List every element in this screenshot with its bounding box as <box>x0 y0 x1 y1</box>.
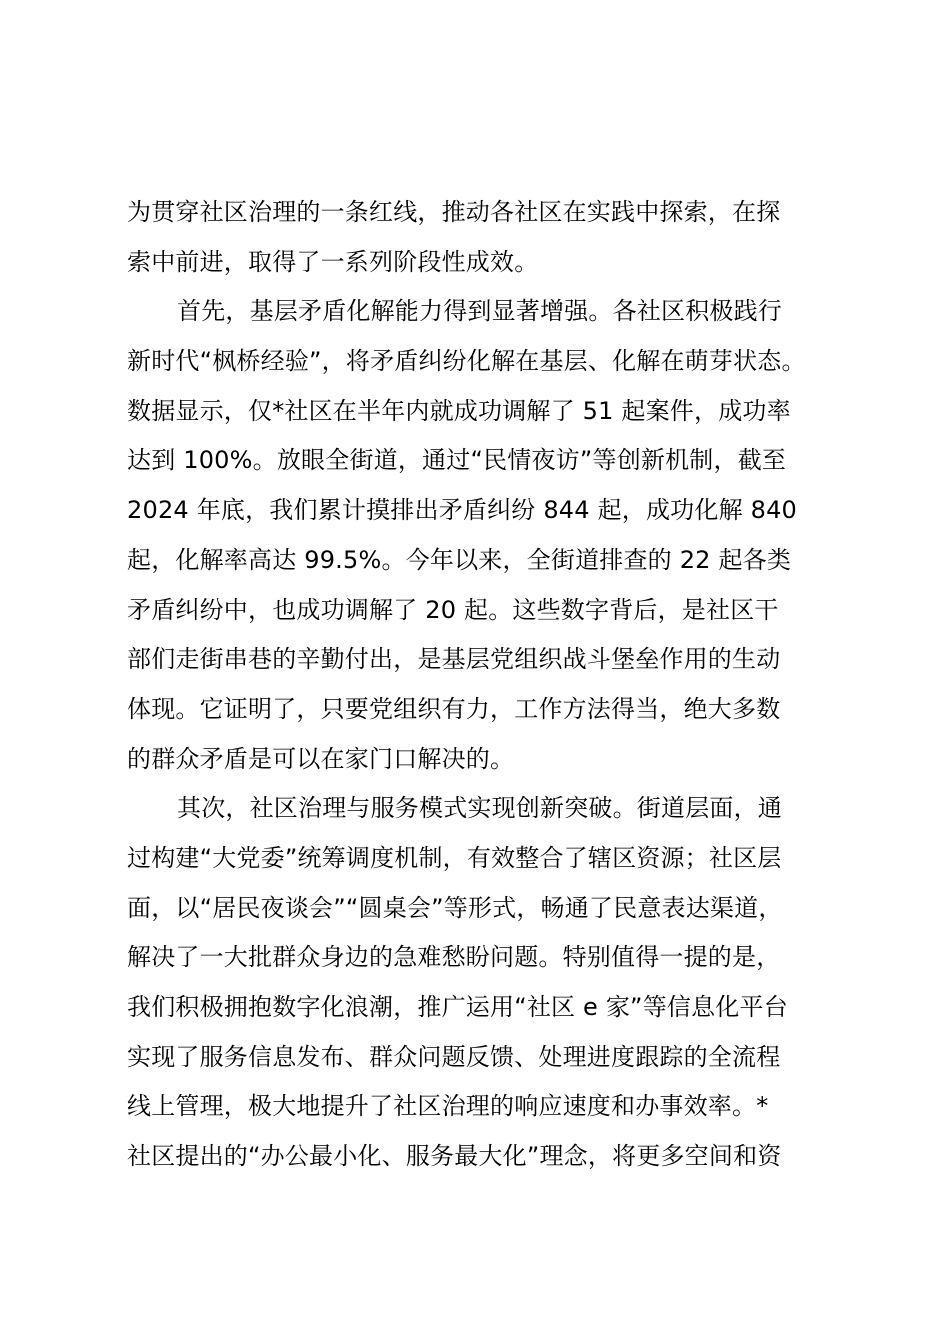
text-line: 2024 年底，我们累计摸排出矛盾纠纷 844 起，成功化解 840 <box>127 496 798 525</box>
text-line: 起，化解率高达 99.5%。今年以来，全街道排查的 22 起各类 <box>127 545 792 574</box>
text-line: 社区提出的“办公最小化、服务最大化”理念，将更多空间和资 <box>127 1142 782 1171</box>
text-line: 实现了服务信息发布、群众问题反馈、处理进度跟踪的全流程 <box>127 1042 781 1071</box>
document-body <box>127 188 827 1182</box>
text-line: 的群众矛盾是可以在家门口解决的。 <box>127 744 515 773</box>
paragraph-first-line: 其次，社区治理与服务模式实现创新突破。街道层面，通 <box>177 794 782 823</box>
text-line: 索中前进，取得了一系列阶段性成效。 <box>127 247 539 276</box>
text-line: 面，以“居民夜谈会”“圆桌会”等形式，畅通了民意表达渠道， <box>127 893 783 922</box>
text-line: 解决了一大批群众身边的急难愁盼问题。特别值得一提的是， <box>127 943 781 972</box>
text-line: 过构建“大党委”统筹调度机制，有效整合了辖区资源；社区层 <box>127 843 782 872</box>
paragraph-first-line: 首先，基层矛盾化解能力得到显著增强。各社区积极践行 <box>177 297 782 326</box>
text-line: 部们走街串巷的辛勤付出，是基层党组织战斗堡垒作用的生动 <box>127 645 781 674</box>
text-line: 数据显示，仅*社区在半年内就成功调解了 51 起案件，成功率 <box>127 396 791 425</box>
text-line: 达到 100%。放眼全街道，通过“民情夜访”等创新机制，截至 <box>127 446 787 475</box>
text-line: 体现。它证明了，只要党组织有力，工作方法得当，绝大多数 <box>127 694 781 723</box>
text-line: 矛盾纠纷中，也成功调解了 20 起。这些数字背后，是社区干 <box>127 595 779 624</box>
text-line: 线上管理，极大地提升了社区治理的响应速度和办事效率。* <box>127 1092 769 1121</box>
text-line: 我们积极拥抱数字化浪潮，推广运用“社区 e 家”等信息化平台 <box>127 993 788 1021</box>
text-line: 为贯穿社区治理的一条红线，推动各社区在实践中探索，在探 <box>127 198 781 226</box>
text-line: 新时代“枫桥经验”，将矛盾纠纷化解在基层、化解在萌芽状态。 <box>127 347 806 376</box>
